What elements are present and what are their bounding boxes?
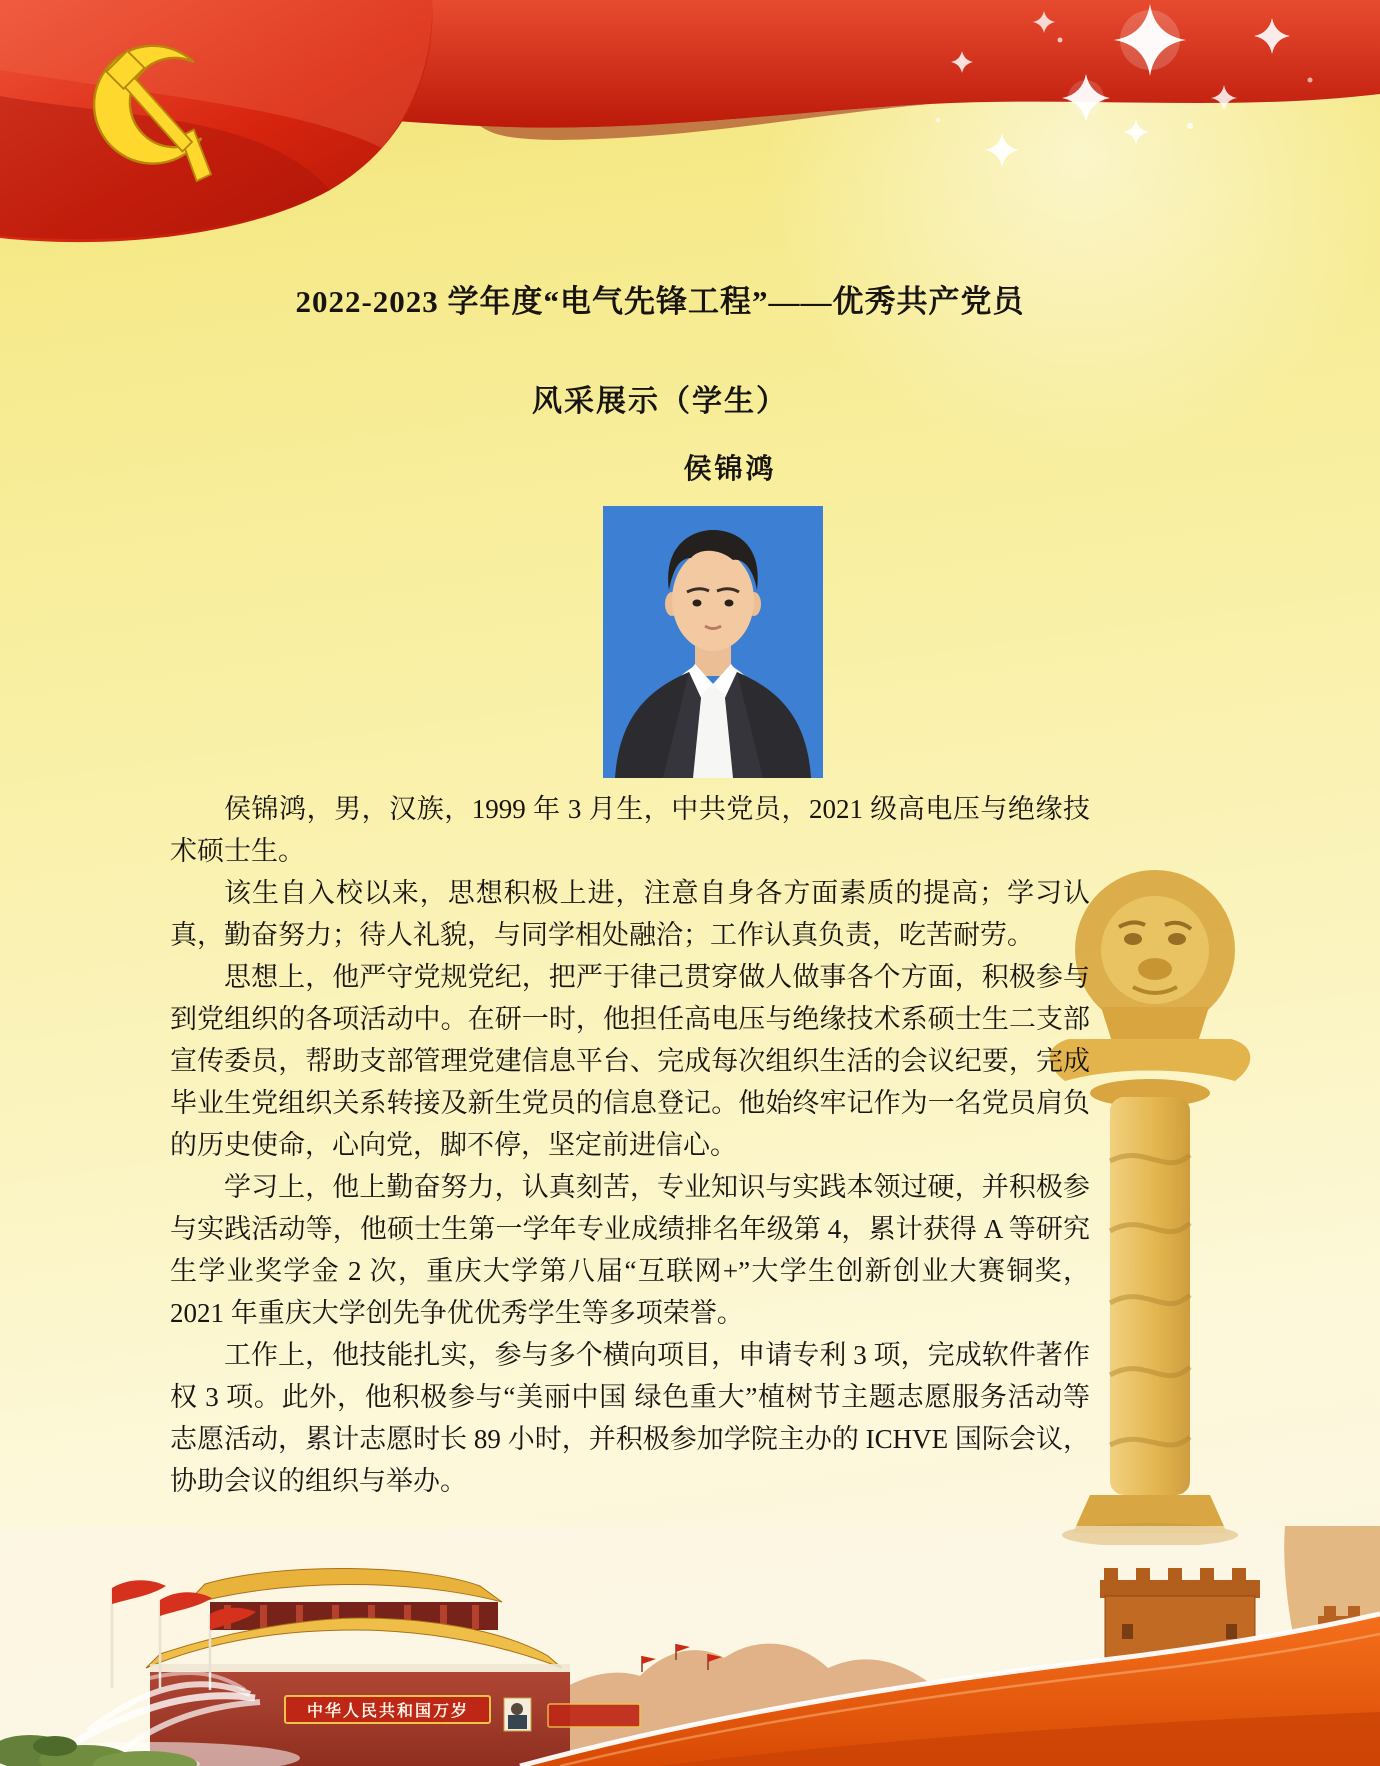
paragraph-overview: 该生自入校以来，思想积极上进，注意自身各方面素质的提高；学习认真，勤奋努力；待人礼貌，与同学相处融洽；工作认真负责，吃苦耐劳。 bbox=[170, 878, 1090, 950]
biography-text bbox=[170, 788, 1090, 1502]
page-title-line1: 2022-2023 学年度“电气先锋工程”——优秀共产党员 bbox=[295, 284, 1025, 319]
party-flag bbox=[0, 0, 432, 242]
paragraph-intro: 侯锦鸿，男，汉族，1999 年 3 月生，中共党员，2021 级高电压与绝缘技术硕士生。 bbox=[170, 794, 1090, 866]
tiananmen-banner-text: 中华人民共和国万岁 bbox=[306, 1703, 470, 1720]
bottom-scene bbox=[0, 1526, 1380, 1766]
paragraph-ideology: 思想上，他严守党规党纪，把严于律己贯穿做人做事各个方面，积极参与到党组织的各项活动中。在研一时，他担任高电压与绝缘技术系硕士生二支部宣传委员，帮助支部管理党建信息平台、完成每次组织生活的会议纪要，完成毕业生党组织关系转接及新生党员的信息登记。他始终牢记作为一名党员肩负的历史使命，心向党，脚不停，坚定前进信心。 bbox=[170, 962, 1090, 1160]
paragraph-study: 学习上，他上勤奋努力，认真刻苦，专业知识与实践本领过硬，并积极参与实践活动等，他硕士生第一学年专业成绩排名年级第 4，累计获得 A 等研究生学业奖学金 2 次，重庆大学第八届“互联网+”大学生创新创业大赛铜奖， 2021 年重庆大学创先争优优秀学生等多项荣誉。 bbox=[170, 1172, 1090, 1328]
portrait-illustration bbox=[603, 506, 823, 778]
student-name: 侯锦鸿 bbox=[683, 454, 777, 485]
portrait-photo bbox=[603, 506, 823, 778]
stone-lion-icon bbox=[1075, 870, 1235, 1030]
page-title-line2: 风采展示（学生） bbox=[532, 385, 788, 418]
paragraph-work: 工作上，他技能扎实，参与多个横向项目，申请专利 3 项，完成软件著作权 3 项。此外，他积极参与“美丽中国 绿色重大”植树节主题志愿服务活动等志愿活动，累计志愿时长 89 小时，并积极参加学院主办的 ICHVE 国际会议，协助会议的组织与举办。 bbox=[170, 1340, 1090, 1496]
top-banner-ribbon bbox=[0, 0, 1380, 260]
